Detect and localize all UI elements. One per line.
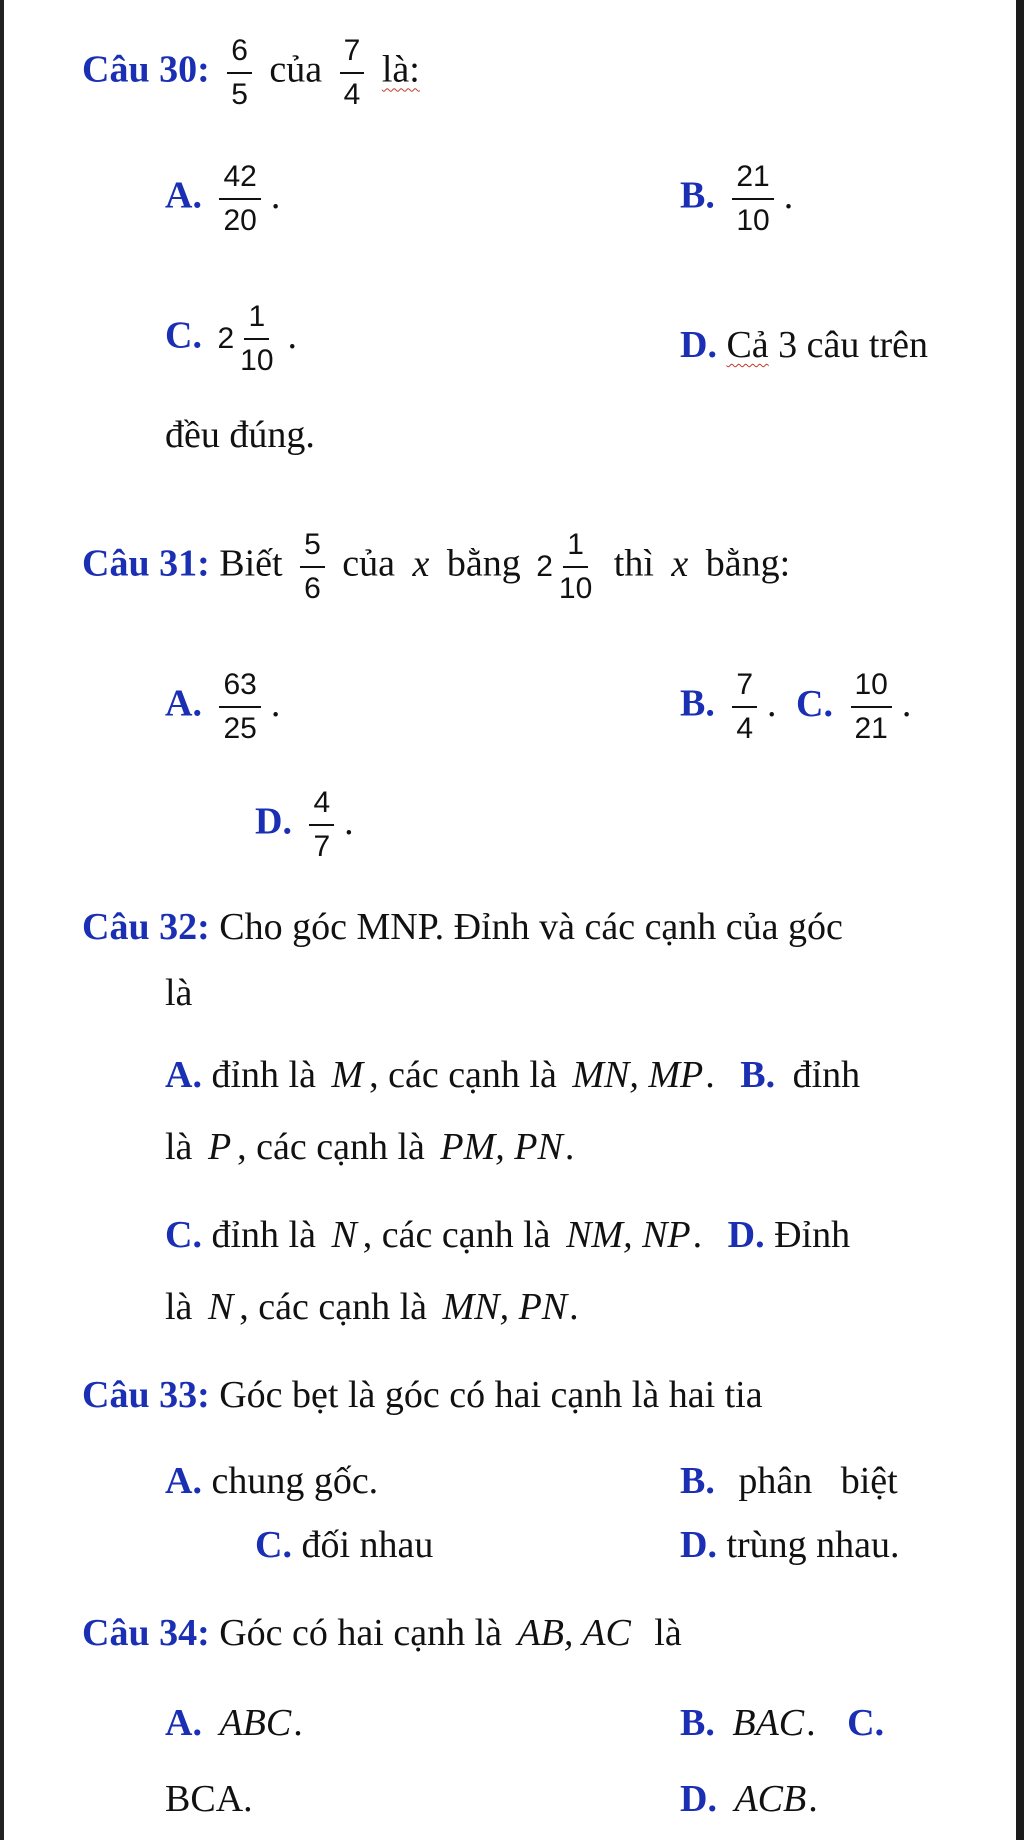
q32-question-cont: là: [165, 972, 193, 1014]
q33-option-c: C. đối nhau: [255, 1524, 434, 1566]
q34-option-d: D. ACB.: [680, 1778, 818, 1820]
q30-option-d-cont: đều đúng.: [165, 414, 315, 456]
q30-option-a: A. $\frac{42}{20}$ .: [165, 160, 281, 237]
q30-option-c: C. 2 $\frac{1}{10}$ .: [165, 300, 298, 377]
q30-option-b-fraction: $\frac{21}{10}$: [732, 160, 773, 238]
q32-label: Câu 32:: [82, 906, 210, 948]
q30-label: Câu 30:: [82, 48, 210, 91]
q31-option-a-fraction: $\frac{63}{25}$: [219, 668, 260, 746]
q33-question: Câu 33: Góc bẹt là góc có hai cạnh là hai tia: [82, 1374, 763, 1416]
q32-option-a-b: A. đỉnh là M , các cạnh là MN, MP. B. đỉnh: [165, 1054, 861, 1096]
q30-fraction-1: $\frac{6}{5}$: [227, 34, 252, 112]
q33-option-b: B. phân biệt: [680, 1460, 898, 1502]
q30-option-b: B. $\frac{21}{10}$ .: [680, 160, 794, 237]
q31-option-b-fraction: $\frac{7}{4}$: [732, 668, 757, 746]
q34-question: Câu 34: Góc có hai cạnh là AB, AC là: [82, 1612, 682, 1654]
q30-option-d: D. Cả 3 câu trên: [680, 324, 928, 366]
q31-fraction: $\frac{5}{6}$: [300, 528, 325, 606]
page-edge-right: [1016, 0, 1024, 1840]
q31-question: Câu 31: Biết $\frac{5}{6}$ của x bằng 2 $\frac{1}{10}$ thì x bằng:: [82, 528, 791, 605]
q34-option-c-cont: BCA.: [165, 1778, 253, 1820]
q32-option-d-cont: là N , các cạnh là MN, PN.: [165, 1286, 579, 1328]
q30-question: Câu 30: $\frac{6}{5}$ của $\frac{7}{4}$ là:: [82, 34, 420, 111]
q31-option-d: D. $\frac{4}{7}$ .: [255, 786, 354, 863]
page-edge-left: [0, 0, 4, 1840]
q33-option-a: A. chung gốc.: [165, 1460, 379, 1502]
q32-question: Câu 32: Cho góc MNP. Đỉnh và các cạnh của góc: [82, 906, 843, 948]
q30-tail: là:: [381, 48, 420, 91]
q34-option-a: A. ABC.: [165, 1702, 303, 1744]
q30-option-a-fraction: $\frac{42}{20}$: [219, 160, 260, 238]
q30-fraction-2: $\frac{7}{4}$: [340, 34, 365, 112]
q31-option-d-fraction: $\frac{4}{7}$: [309, 786, 334, 864]
q31-mixed-fraction: $\frac{1}{10}$: [558, 528, 593, 605]
q30-option-c-fraction: $\frac{1}{10}$: [240, 300, 274, 377]
q34-label: Câu 34:: [82, 1612, 210, 1654]
q31-option-c-fraction: $\frac{10}{21}$: [851, 668, 892, 746]
q32-option-c-d: C. đỉnh là N , các cạnh là NM, NP. D. Đỉnh: [165, 1214, 851, 1256]
q34-option-b-c: B. BAC. C.: [680, 1702, 885, 1744]
q31-option-a: A. $\frac{63}{25}$ .: [165, 668, 281, 745]
q31-label: Câu 31:: [82, 542, 210, 585]
q33-label: Câu 33:: [82, 1374, 210, 1416]
q32-option-b-cont: là P , các cạnh là PM, PN.: [165, 1126, 575, 1168]
q31-option-b-c: B. $\frac{7}{4}$ . C. $\frac{10}{21}$ .: [680, 668, 912, 745]
q33-option-d: D. trùng nhau.: [680, 1524, 900, 1566]
